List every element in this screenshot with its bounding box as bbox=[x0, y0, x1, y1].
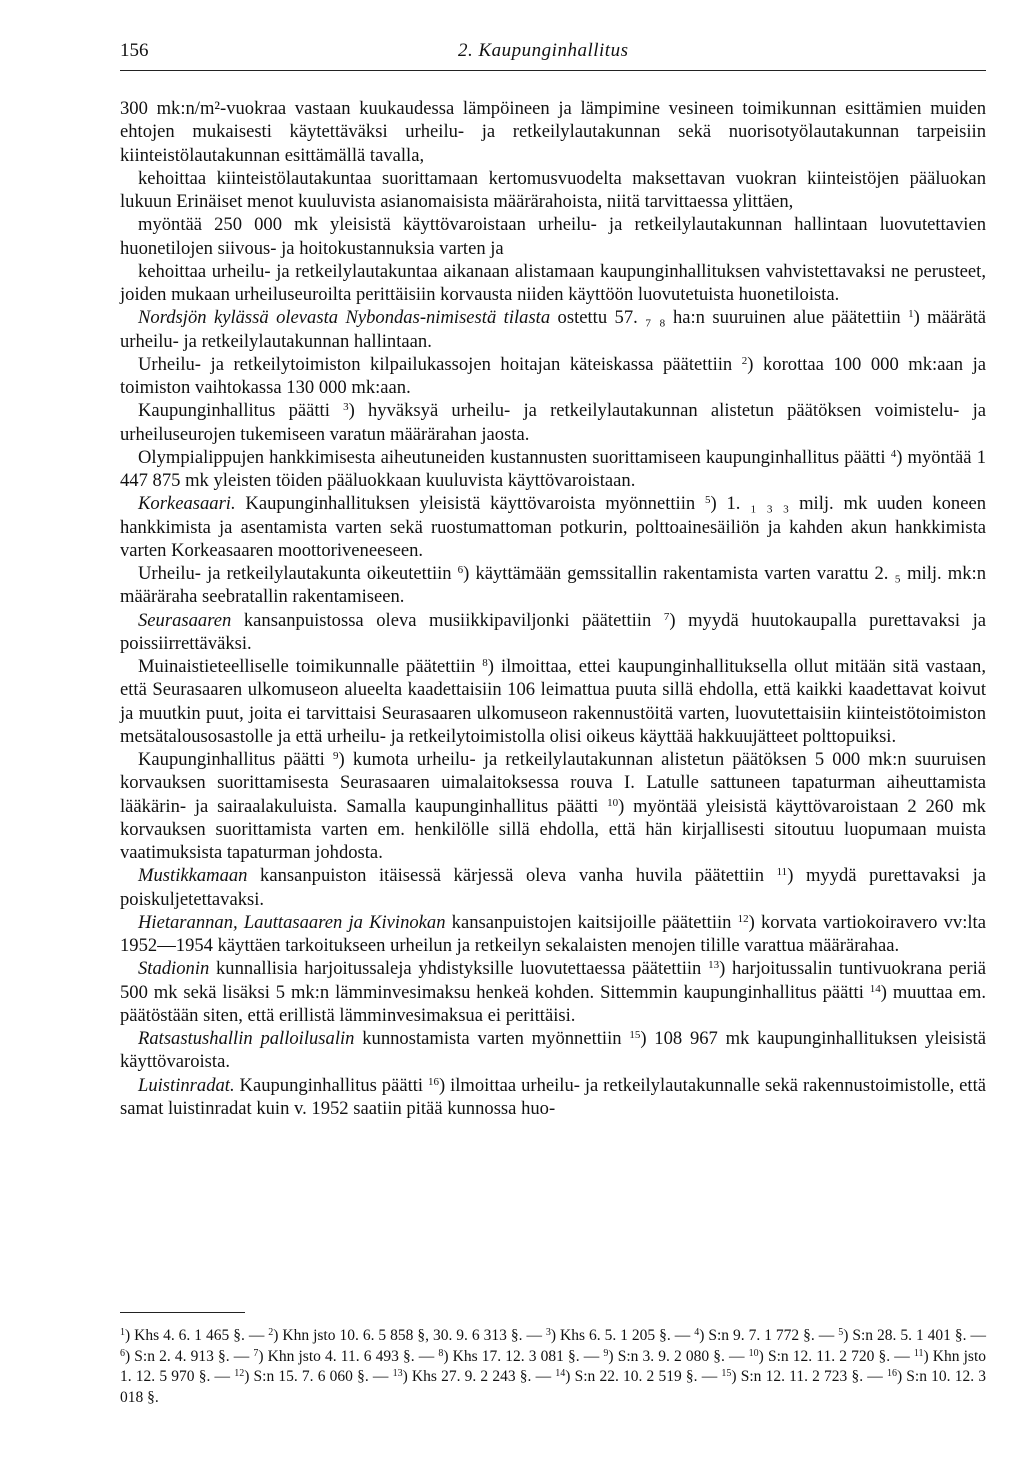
footnote-ref: 1 bbox=[908, 308, 914, 321]
paragraph-13: Kaupunginhallitus päätti $^9$) kumota urheilu- ja retkeilylautakunnan alistetun päätöksen 5 000 mk:n suuruisen korvauksen suorittamisesta Seurasaaren uimalaitoksessa rouva I. Latulle sattuneen tapaturman aiheuttamista lääkärin- ja sairaalakuluista. Samalla kaupunginhallitus päätti $^{10}$) myöntää yleisistä käyttövaroistaan 2 260 mk korvauksen suorittamista varten em. henkilölle sillä ehdolla, että hän kirjallisesti sitoutuu luopumaan muista vaatimuksista tapaturman johdosta. bbox=[120, 749, 986, 863]
footnote-ref: 10 bbox=[607, 796, 619, 809]
footnote-ref: 14 bbox=[869, 982, 881, 995]
place-name: Seurasaaren bbox=[138, 609, 232, 631]
footnote-ref: 11 bbox=[776, 866, 788, 879]
place-name: Korkeasaari. bbox=[138, 493, 236, 515]
paragraph-1: 300 mk:n/m²-vuokraa vastaan kuukaudessa lämpöineen ja lämpimine vesineen toimikunnan esittämien muiden ehtojen mukaisesti käytettäväksi urheilu- ja retkeilylautakunnan sekä nuorisotyölautakunnan tarpeisiin kiinteistölautakunnan esittämällä tavalla, bbox=[120, 98, 986, 166]
footnote-ref: 8 bbox=[482, 657, 488, 669]
paragraph-16: Stadionin kunnallisia harjoitussaleja yhdistyksille luovutettaessa päätettiin $^{13}$) harjoitussalin tuntivuokrana periä 500 mk sekä lisäksi 5 mk:n lämminvesimaksu henkeä kohden. Sittemmin kaupunginhallitus päätti $^{14}$) muuttaa em. päätöstään siten, että erillistä lämminvesimaksua ei perittäisi. bbox=[120, 958, 986, 1026]
header-rule bbox=[120, 70, 986, 71]
footnote-ref: 3 bbox=[343, 401, 349, 414]
footnote-ref: 7 bbox=[663, 610, 670, 623]
footnote-ref: 16 bbox=[428, 1075, 439, 1088]
place-name: Stadionin bbox=[138, 958, 210, 980]
place-name: Hietarannan, Lauttasaaren ja Kivinokan bbox=[138, 911, 446, 933]
page-number: 156 bbox=[120, 40, 149, 61]
footnote-ref: 4 bbox=[890, 447, 897, 460]
body-text bbox=[120, 97, 986, 1120]
footnote-rule bbox=[120, 1312, 245, 1313]
footnote-ref: 13 bbox=[708, 959, 720, 972]
paragraph-4: kehoittaa urheilu- ja retkeilylautakuntaa aikanaan alistamaan kaupunginhallituksen vahvistettavaksi ne perusteet, joiden mukaan urheiluseuroilta perittäisiin korvausta niiden käyttöön luovutetuista huonetiloista. bbox=[120, 260, 986, 305]
paragraph-18: Luistinradat. Kaupunginhallitus päätti $^{16}$) ilmoittaa urheilu- ja retkeilylautakunnalle sekä rakennustoimistolle, että samat luistinradat kuin v. 1952 saatiin pitää kunnossa huo- bbox=[120, 1074, 986, 1119]
paragraph-14: Mustikkamaan kansanpuiston itäisessä kärjessä oleva vanha huvila päätettiin $^{11}$) myydä purettavaksi ja poiskuljetettavaksi. bbox=[120, 865, 986, 910]
page-header bbox=[120, 40, 986, 66]
running-title: 2. Kaupunginhallitus bbox=[458, 40, 629, 61]
paragraph-3: myöntää 250 000 mk yleisistä käyttövaroistaan urheilu- ja retkeilylautakunnan hallintaan luovutettavien huonetilojen siivous- ja hoitokustannuksia varten ja bbox=[120, 214, 986, 259]
footnote-ref: 2 bbox=[741, 354, 748, 367]
paragraph-8: Olympialippujen hankkimisesta aiheutuneiden kustannusten suorittamiseen kaupunginhallitus päätti $^4$) myöntää 1 447 875 mk yleisten töiden pääluokkaan kuuluvista käyttövaroistaan. bbox=[120, 446, 986, 491]
paragraph-17: Ratsastushallin palloilusalin kunnostamista varten myönnettiin $^{15}$) 108 967 mk kaupunginhallituksen yleisistä käyttövaroista. bbox=[120, 1028, 986, 1073]
footnote-ref: 12 bbox=[737, 912, 749, 925]
paragraph-11: Seurasaaren kansanpuistossa oleva musiikkipaviljonki päätettiin $^7$) myydä huutokaupalla purettavaksi ja poissiirrettäväksi. bbox=[120, 609, 986, 654]
paragraph-12: Muinaistieteelliselle toimikunnalle päätettiin $^8$) ilmoittaa, ettei kaupunginhallituksella ollut mitään sitä vastaan, että Seurasaaren ulkomuseon alueelta kaadettaisiin 106 leimattua puuta sillä ehdolla, että kaikki kaadettavat koivut ja muutkin puut, joita ei tarvittaisi Seurasaaren ulkomuseon rakennustöitä varten, luovutettaisiin kiinteistötoimiston metsätalousosastolle ja että urheilu- ja retkeilytoimistolla olisi oikeus käyttää hakkuujätteet polttopuiksi. bbox=[120, 656, 986, 747]
place-name: Luistinradat. bbox=[138, 1074, 235, 1096]
footnotes bbox=[120, 1326, 986, 1408]
paragraph-9: Korkeasaari. Kaupunginhallituksen yleisistä käyttövaroista myönnettiin $^5$) 1. ₁ ₃ ₃ milj. mk uuden koneen hankkimista ja asentamista varten sekä ruostumattoman potkurin, polttoainesäiliön ja kahden akun hankkimista varten Korkeasaaren moottoriveneeseen. bbox=[120, 493, 986, 561]
place-name: Nordsjön kylässä olevasta Nybondas-nimisestä tilasta bbox=[138, 307, 551, 329]
paragraph-7: Kaupunginhallitus päätti $^3$) hyväksyä urheilu- ja retkeilylautakunnan alistetun päätöksen voimistelu- ja urheiluseurojen tukemiseen varatun määrärahan jaosta. bbox=[120, 400, 986, 445]
paragraph-2: kehoittaa kiinteistölautakuntaa suorittamaan kertomusvuodelta maksettavan vuokran kiinteistöjen pääluokan lukuun Erinäiset menot kuuluvista asianomaisista määrärahoista, niitä tarvittaessa ylittäen, bbox=[120, 167, 986, 212]
footnote-list: $^1$) Khs 4. 6. 1 465 §. — $^2$) Khn jsto 10. 6. 5 858 §, 30. 9. 6 313 §. — $^3$) Khs 6. 5. 1 205 §. — $^4$) S:n 9. 7. 1 772 §. — $^5$) S:n 28. 5. 1 401 §. — $^6$) S:n 2. 4. 913 §. — $^7$) Khn jsto 4. 11. 6 493 §. — $^8$) Khs 17. 12. 3 081 §. — $^9$) S:n 3. 9. 2 080 §. — $^{10}$) S:n 12. 11. 2 720 §. — $^{11}$) Khn jsto 1. 12. 5 970 §. — $^{12}$) S:n 15. 7. 6 060 §. — $^{13}$) Khs 27. 9. 2 243 §. — $^{14}$) S:n 22. 10. 2 519 §. — $^{15}$) S:n 12. 11. 2 723 §. — $^{16}$) S:n 10. 12. 3 018 §. bbox=[120, 1327, 987, 1406]
footnote-ref: 6 bbox=[457, 564, 464, 576]
paragraph-5: Nordsjön kylässä olevasta Nybondas-nimisestä tilasta ostettu 57. ₇ ₈ ha:n suuruinen alue päätettiin $^1$) määrätä urheilu- ja retkeilylautakunnan hallintaan. bbox=[120, 307, 986, 352]
place-name: Ratsastushallin palloilusalin bbox=[138, 1028, 355, 1049]
paragraph-10: Urheilu- ja retkeilylautakunta oikeutettiin $^6$) käyttämään gemssitallin rakentamista varten varattu 2. ₅ milj. mk:n määräraha seebratallin rakentamiseen. bbox=[120, 563, 986, 608]
footnote-ref: 5 bbox=[705, 494, 711, 507]
place-name: Mustikkamaan bbox=[138, 865, 248, 887]
paragraph-6: Urheilu- ja retkeilytoimiston kilpailukassojen hoitajan käteiskassa päätettiin $^2$) korottaa 100 000 mk:aan ja toimiston vaihtokassa 130 000 mk:aan. bbox=[120, 353, 986, 398]
footnote-ref: 15 bbox=[629, 1029, 641, 1041]
paragraph-15: Hietarannan, Lauttasaaren ja Kivinokan kansanpuistojen kaitsijoille päätettiin $^{12}$) korvata vartiokoiravero vv:lta 1952—1954 käyttäen tarkoitukseen urheilun ja retkeilyn sekalaisten menojen tilille varattua määrärahaa. bbox=[120, 911, 986, 956]
footnote-ref: 9 bbox=[333, 750, 339, 762]
